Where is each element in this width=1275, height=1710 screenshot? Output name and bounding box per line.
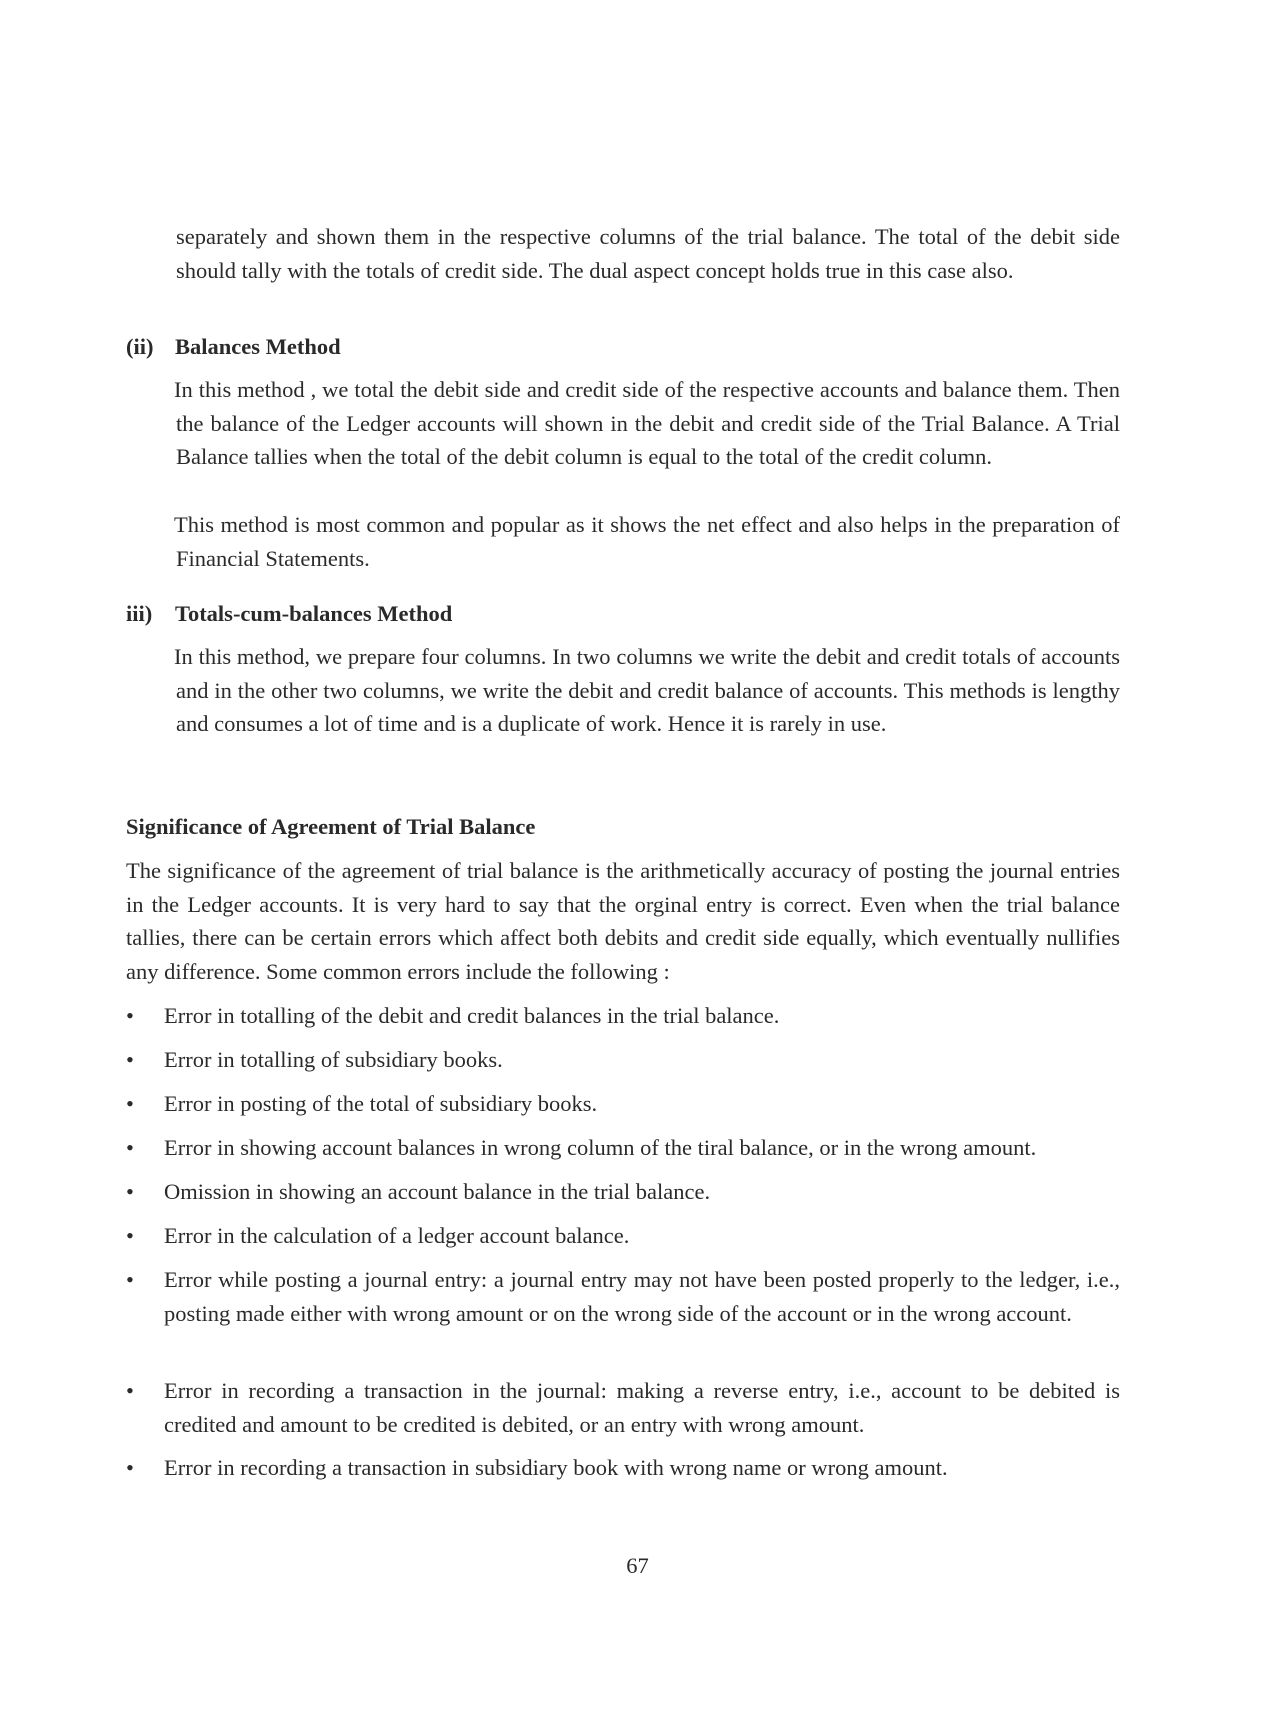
method-number: (ii) [126,334,154,359]
list-item [126,1451,1120,1485]
bullet-icon: • [126,1223,134,1248]
method-number: iii) [126,601,153,626]
page-number: 67 [626,1553,649,1578]
bullet-icon: • [126,1378,134,1403]
list-item [126,1374,1120,1441]
list-item-text: Error in totalling of the debit and credit balances in the trial balance. [164,1003,780,1028]
method-body-balances-2 [176,508,1120,575]
intro-paragraph: separately and shown them in the respective columns of the trial balance. The total of the debit side should tally with the totals of credit side. The dual aspect concept holds true in this case also. [176,224,1120,283]
list-item [126,1219,1120,1253]
bullet-icon: • [126,1179,134,1204]
intro-paragraph-block [176,220,1120,287]
list-item [126,1131,1120,1165]
method-body-balances [176,373,1120,474]
method-title: Totals-cum-balances Method [175,601,453,626]
list-item-text: Error in totalling of subsidiary books. [164,1047,503,1072]
list-item-text: Error in posting of the total of subsidiary books. [164,1091,598,1116]
list-item [126,999,1120,1033]
method-title: Balances Method [175,334,341,359]
list-item [126,1175,1120,1209]
bullet-icon: • [126,1091,134,1116]
list-item [126,1087,1120,1121]
list-item-text: Omission in showing an account balance in the trial balance. [164,1179,711,1204]
method-heading-balances [126,330,341,364]
list-item [126,1043,1120,1077]
list-item-text: Error in recording a transaction in the journal: making a reverse entry, i.e., account to be debited is credited and amount to be credited is debited, or an entry with wrong amount. [164,1378,1120,1437]
list-item-text: Error in showing account balances in wrong column of the tiral balance, or in the wrong amount. [164,1135,1037,1160]
method-body-totals-cum-balances [176,640,1120,741]
method-paragraph: In this method, we prepare four columns. In two columns we write the debit and credit totals of accounts and in the other two columns, we write the debit and credit balance of accounts. This methods is lengthy and consumes a lot of time and is a duplicate of work. Hence it is rarely in use. [174,644,1120,736]
significance-paragraph: The significance of the agreement of trial balance is the arithmetically accuracy of posting the journal entries in the Ledger accounts. It is very hard to say that the orginal entry is correct. Even when the trial balance tallies, there can be certain errors which affect both debits and credit side equally, which eventually nullifies any difference. Some common errors include the following : [126,858,1120,984]
bullet-icon: • [126,1003,134,1028]
list-item [126,1263,1120,1330]
section-heading: Significance of Agreement of Trial Balance [126,814,536,839]
list-item-text: Error while posting a journal entry: a journal entry may not have been posted properly to the ledger, i.e., posting made either with wrong amount or on the wrong side of the account or in the wrong account. [164,1267,1120,1326]
bullet-icon: • [126,1267,134,1292]
bullet-icon: • [126,1135,134,1160]
bullet-icon: • [126,1047,134,1072]
method-heading-totals-cum-balances [126,597,452,631]
method-paragraph: This method is most common and popular as it shows the net effect and also helps in the preparation of Financial Statements. [174,512,1120,571]
significance-paragraph-block [126,854,1120,988]
list-item-text: Error in the calculation of a ledger account balance. [164,1223,630,1248]
list-item-text: Error in recording a transaction in subsidiary book with wrong name or wrong amount. [164,1455,948,1480]
bullet-icon: • [126,1455,134,1480]
method-paragraph: In this method , we total the debit side and credit side of the respective accounts and balance them. Then the balance of the Ledger accounts will shown in the debit and credit side of the Trial Balance. A Trial Balance tallies when the total of the debit column is equal to the total of the credit column. [174,377,1120,469]
